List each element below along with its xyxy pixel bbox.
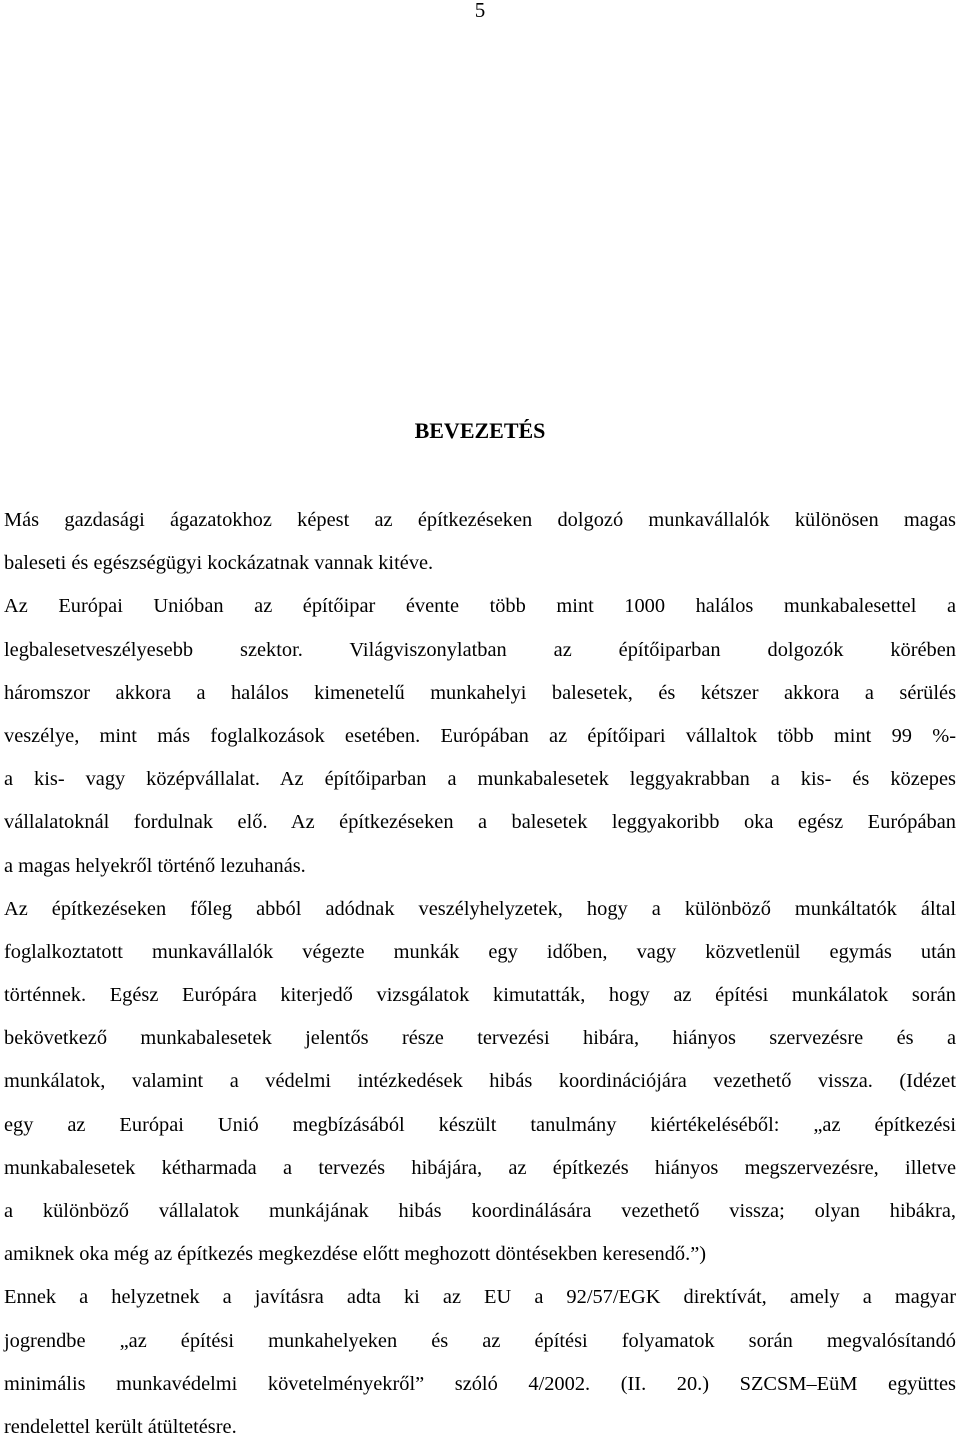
text-line: a magas helyekről történő lezuhanás.: [4, 854, 306, 877]
text-line: munkálatok, valamint a védelmi intézkedések hibás koordinációjára vezethető vissza. (Idézet: [4, 1070, 956, 1093]
text-line: legbalesetveszélyesebb szektor. Világviszonylatban az építőiparban dolgozók körében: [4, 638, 956, 661]
body-text: [4, 499, 956, 1449]
text-line: jogrendbe „az építési munkahelyeken és az építési folyamatok során megvalósítandó: [4, 1329, 956, 1352]
text-line: Az építkezéseken főleg abból adódnak veszélyhelyzetek, hogy a különböző munkáltatók által: [4, 897, 956, 920]
text-line: egy az Európai Unió megbízásából készült tanulmány kiértékeléséből: „az építkezési: [4, 1113, 956, 1136]
text-line: minimális munkavédelmi követelményekről” szóló 4/2002. (II. 20.) SZCSM–EüM együttes: [4, 1372, 956, 1395]
text-line: Ennek a helyzetnek a javításra adta ki az EU a 92/57/EGK direktívát, amely a magyar: [4, 1286, 956, 1309]
text-line: baleseti és egészségügyi kockázatnak vannak kitéve.: [4, 552, 434, 575]
section-heading: BEVEZETÉS: [414, 418, 546, 443]
text-line: háromszor akkora a halálos kimenetelű munkahelyi balesetek, és kétszer akkora a sérülés: [4, 681, 956, 704]
text-line: történnek. Egész Európára kiterjedő vizsgálatok kimutatták, hogy az építési munkálatok során: [4, 984, 956, 1007]
text-line: a kis- vagy középvállalat. Az építőiparban a munkabalesetek leggyakrabban a kis- és közepes: [4, 768, 956, 791]
text-line: amiknek oka még az építkezés megkezdése előtt meghozott döntésekben keresendő.”): [4, 1243, 707, 1266]
text-line: foglalkoztatott munkavállalók végezte munkák egy időben, vagy közvetlenül egymás után: [4, 940, 956, 963]
text-line: Más gazdasági ágazatokhoz képest az építkezéseken dolgozó munkavállalók különösen magas: [4, 509, 956, 531]
text-line: munkabalesetek kétharmada a tervezés hibájára, az építkezés hiányos megszervezésre, illetve: [4, 1156, 956, 1179]
text-line: rendelettel került átültetésre.: [4, 1415, 237, 1438]
page-number: 5: [474, 0, 486, 22]
text-line: vállalatoknál fordulnak elő. Az építkezéseken a balesetek leggyakoribb oka egész Európában: [4, 811, 956, 834]
text-line: veszélye, mint más foglalkozások esetében. Európában az építőipari vállaltok több mint 99 %-: [4, 724, 956, 747]
text-line: bekövetkező munkabalesetek jelentős része tervezési hibára, hiányos szervezésre és a: [4, 1027, 956, 1050]
text-line: a különböző vállalatok munkájának hibás koordinálására vezethető vissza; olyan hibákra,: [4, 1200, 956, 1222]
text-line: Az Európai Unióban az építőipar évente több mint 1000 halálos munkabalesettel a: [4, 595, 956, 618]
